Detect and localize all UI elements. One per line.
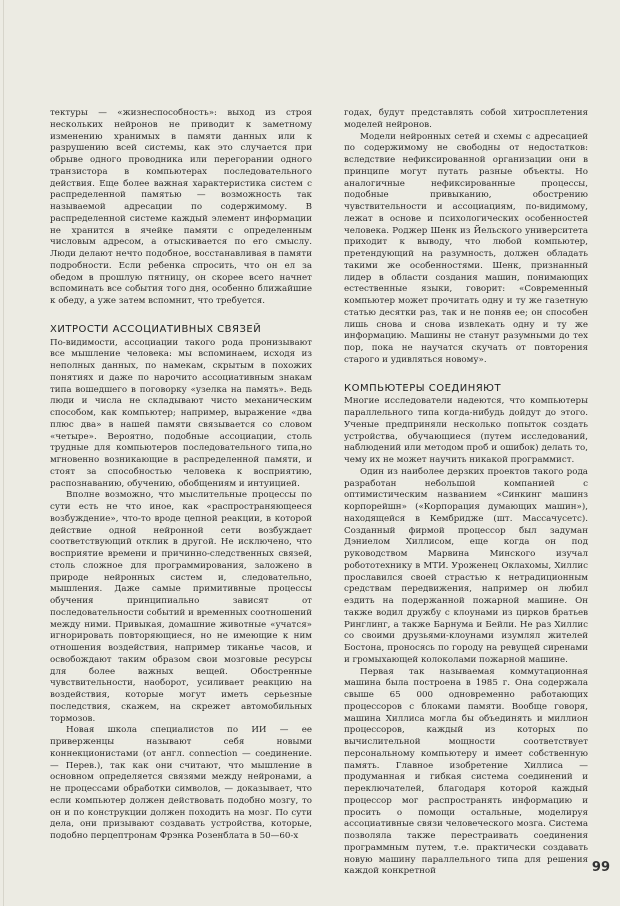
left-paragraph-1: тектуры — «жизнеспособность»: выход из строя нескольких нейронов не приводит к заметному изменению хранимых в памяти данных или к разрушению всей системы, как это случается при обрыве одного проводника или перегорании одного транзистора в компьютерах последовательного действия. Еще более важная характеристика систем с распределенной памятью — возможность так называемой адресации по содержимому. В распределенной системе каждый элемент информации не хранится в ячейке памяти с определенным числовым адресом, а отыскивается по его смыслу. Люди делают нечто подобное, восстанавливая в памяти подробности. Если ребенка спросить, что он ел за обедом в прошлую пятницу, он скорее всего начнет вспоминать все события того дня, особенно ближайшие к обеду, а уже затем вспомнит, что требуется. [50,108,312,306]
right-column [344,108,588,878]
right-paragraph-3: Многие исследователи надеются, что компьютеры параллельного типа когда-нибудь дойдут до этого. Ученые предприняли несколько попыток создать устройства, обучающиеся (путем исследований, наблюдений или методом проб и ошибок) делать то, чему их не может научить никакой программист. [344,396,588,465]
left-paragraph-2: По-видимости, ассоциации такого рода пронизывают все мышление человека: мы вспоминаем, исходя из неполных данных, по намекам, скрытым в похожих понятиях и даже по нарочито ассоциативным знакам типа вошедшего в поговорку «узелка на память». Ведь люди и числа не складывают чисто механическим способом, как компьютер; например, выражение «два плюс два» в нашей памяти связывается со словом «четыре». Вероятно, подобные ассоциации, столь трудные для компьютеров последовательного типа,но мгновенно возникающие в распределенной памяти, и стоят за способностью человека к восприятию, распознаванию, обучению, обобщениям и интуицией. [50,337,312,489]
left-paragraph-3: Вполне возможно, что мыслительные процессы по сути есть не что иное, как «распространяющееся возбуждение», что-то вроде цепной реакции, в которой действие одной нейронной сети возбуждает соответствующий отклик в другой. Не исключено, что восприятие времени и причинно-следственных связей, столь сложное для программирования, заложено в природе нейронных систем и, следовательно, мышления. Даже самые примитивные процессы обучения принципиально зависят от последовательности событий и временных соотношений между ними. Привыкая, домашние животные «учатся» игнорировать повторяющиеся, но не имеющие к ним отношения воздействия, например тиканье часов, и освобождают таким образом свои мозговые ресурсы для более важных вещей. Обостренные чувствительности, наоборот, усиливает реакцию на воздействия, которые могут иметь серьезные последствия, скажем, на скрежет автомобильных тормозов. [50,490,312,724]
left-column [50,108,312,843]
page-fold-line [3,0,4,906]
right-paragraph-1: годах, будут представлять собой хитросплетения моделей нейронов. [344,108,588,130]
right-paragraph-2: Модели нейронных сетей и схемы с адресацией по содержимому не свободны от недостатков: вследствие нефиксированной организации они в принципе могут путать разные объекты. Но аналогичные нефиксированные процессы, подобные привыканию, обострению чувствительности и ассоциациям, по-видимому, лежат в основе и психологических особенностей человека. Роджер Шенк из Йельского университета приходит к выводу, что любой компьютер, претендующий на разумность, должен обладать такими же особенностями. Шенк, признанный лидер в области создания машин, понимающих естественные языки, говорит: «Современный компьютер может прочитать одну и ту же газетную статью десятки раз, так и не поняв ее; он способен лишь снова и снова извлекать одну и ту же информацию. Машины не станут разумными до тех пор, пока не научатся скучать от повторения старого и удивляться новому». [344,131,588,365]
right-paragraph-5: Первая так называемая коммутационная машина была построена в 1985 г. Она содержала свыше 65 000 одновременно работающих процессоров с блоками памяти. Вообще говоря, машина Хиллиса могла бы объединять и миллион процессоров, каждый из которых по вычислительной мощности соответствует персональному компьютеру и имеет собственную память. Главное изобретение Хиллиса — продуманная и гибкая система соединений и переключателей, благодаря которой каждый процессор мог распространять информацию и просить о помощи остальные, моделируя ассоциативные связи человеческого мозга. Система позволяла также перестраивать соединения программным путем, т.е. практически создавать новую машину параллельного типа для решения каждой конкретной [344,666,588,877]
right-paragraph-4: Один из наиболее дерзких проектов такого рода разработан небольшой компанией с оптимистическим названием «Синкинг машинз корпорейшн» («Корпорация думающих машин»), находящейся в Кембридже (шт. Массачусетс). Созданный фирмой процессор был задуман Дэниелом Хиллисом, еще когда он под руководством Марвина Минского изучал робототехнику в МТИ. Уроженец Оклахомы, Хиллис прославился своей страстью к нетрадиционным средствам передвижения, например он любил ездить на подержанной пожарной машине. Он также водил дружбу с клоунами из цирков братьев Ринглинг, а также Барнума и Бейли. Не раз Хиллис со своими друзьями-клоунами изумлял жителей Бостона, проносясь по городу на ревущей сиренами и громыхающей колоколами пожарной машине. [344,466,588,665]
left-paragraph-4: Новая школа специалистов по ИИ — ее приверженцы называют себя новыми коннекционистами (от англ. connection — соединение. — Перев.), так как они считают, что мышление в основном определяется связями между нейронами, а не процессами обработки символов, — доказывает, что если компьютер должен действовать подобно мозгу, то он и по конструкции должен походить на мозг. По сути дела, они призывают создавать устройства, которые, подобно перцептронам Фрэнка Розенблата в 50—60-х [50,725,312,841]
section-heading-associative: ХИТРОСТИ АССОЦИАТИВНЫХ СВЯЗЕЙ [50,323,262,335]
page-number: 99 [591,860,610,875]
section-heading-computers: КОМПЬЮТЕРЫ СОЕДИНЯЮТ [344,382,502,394]
